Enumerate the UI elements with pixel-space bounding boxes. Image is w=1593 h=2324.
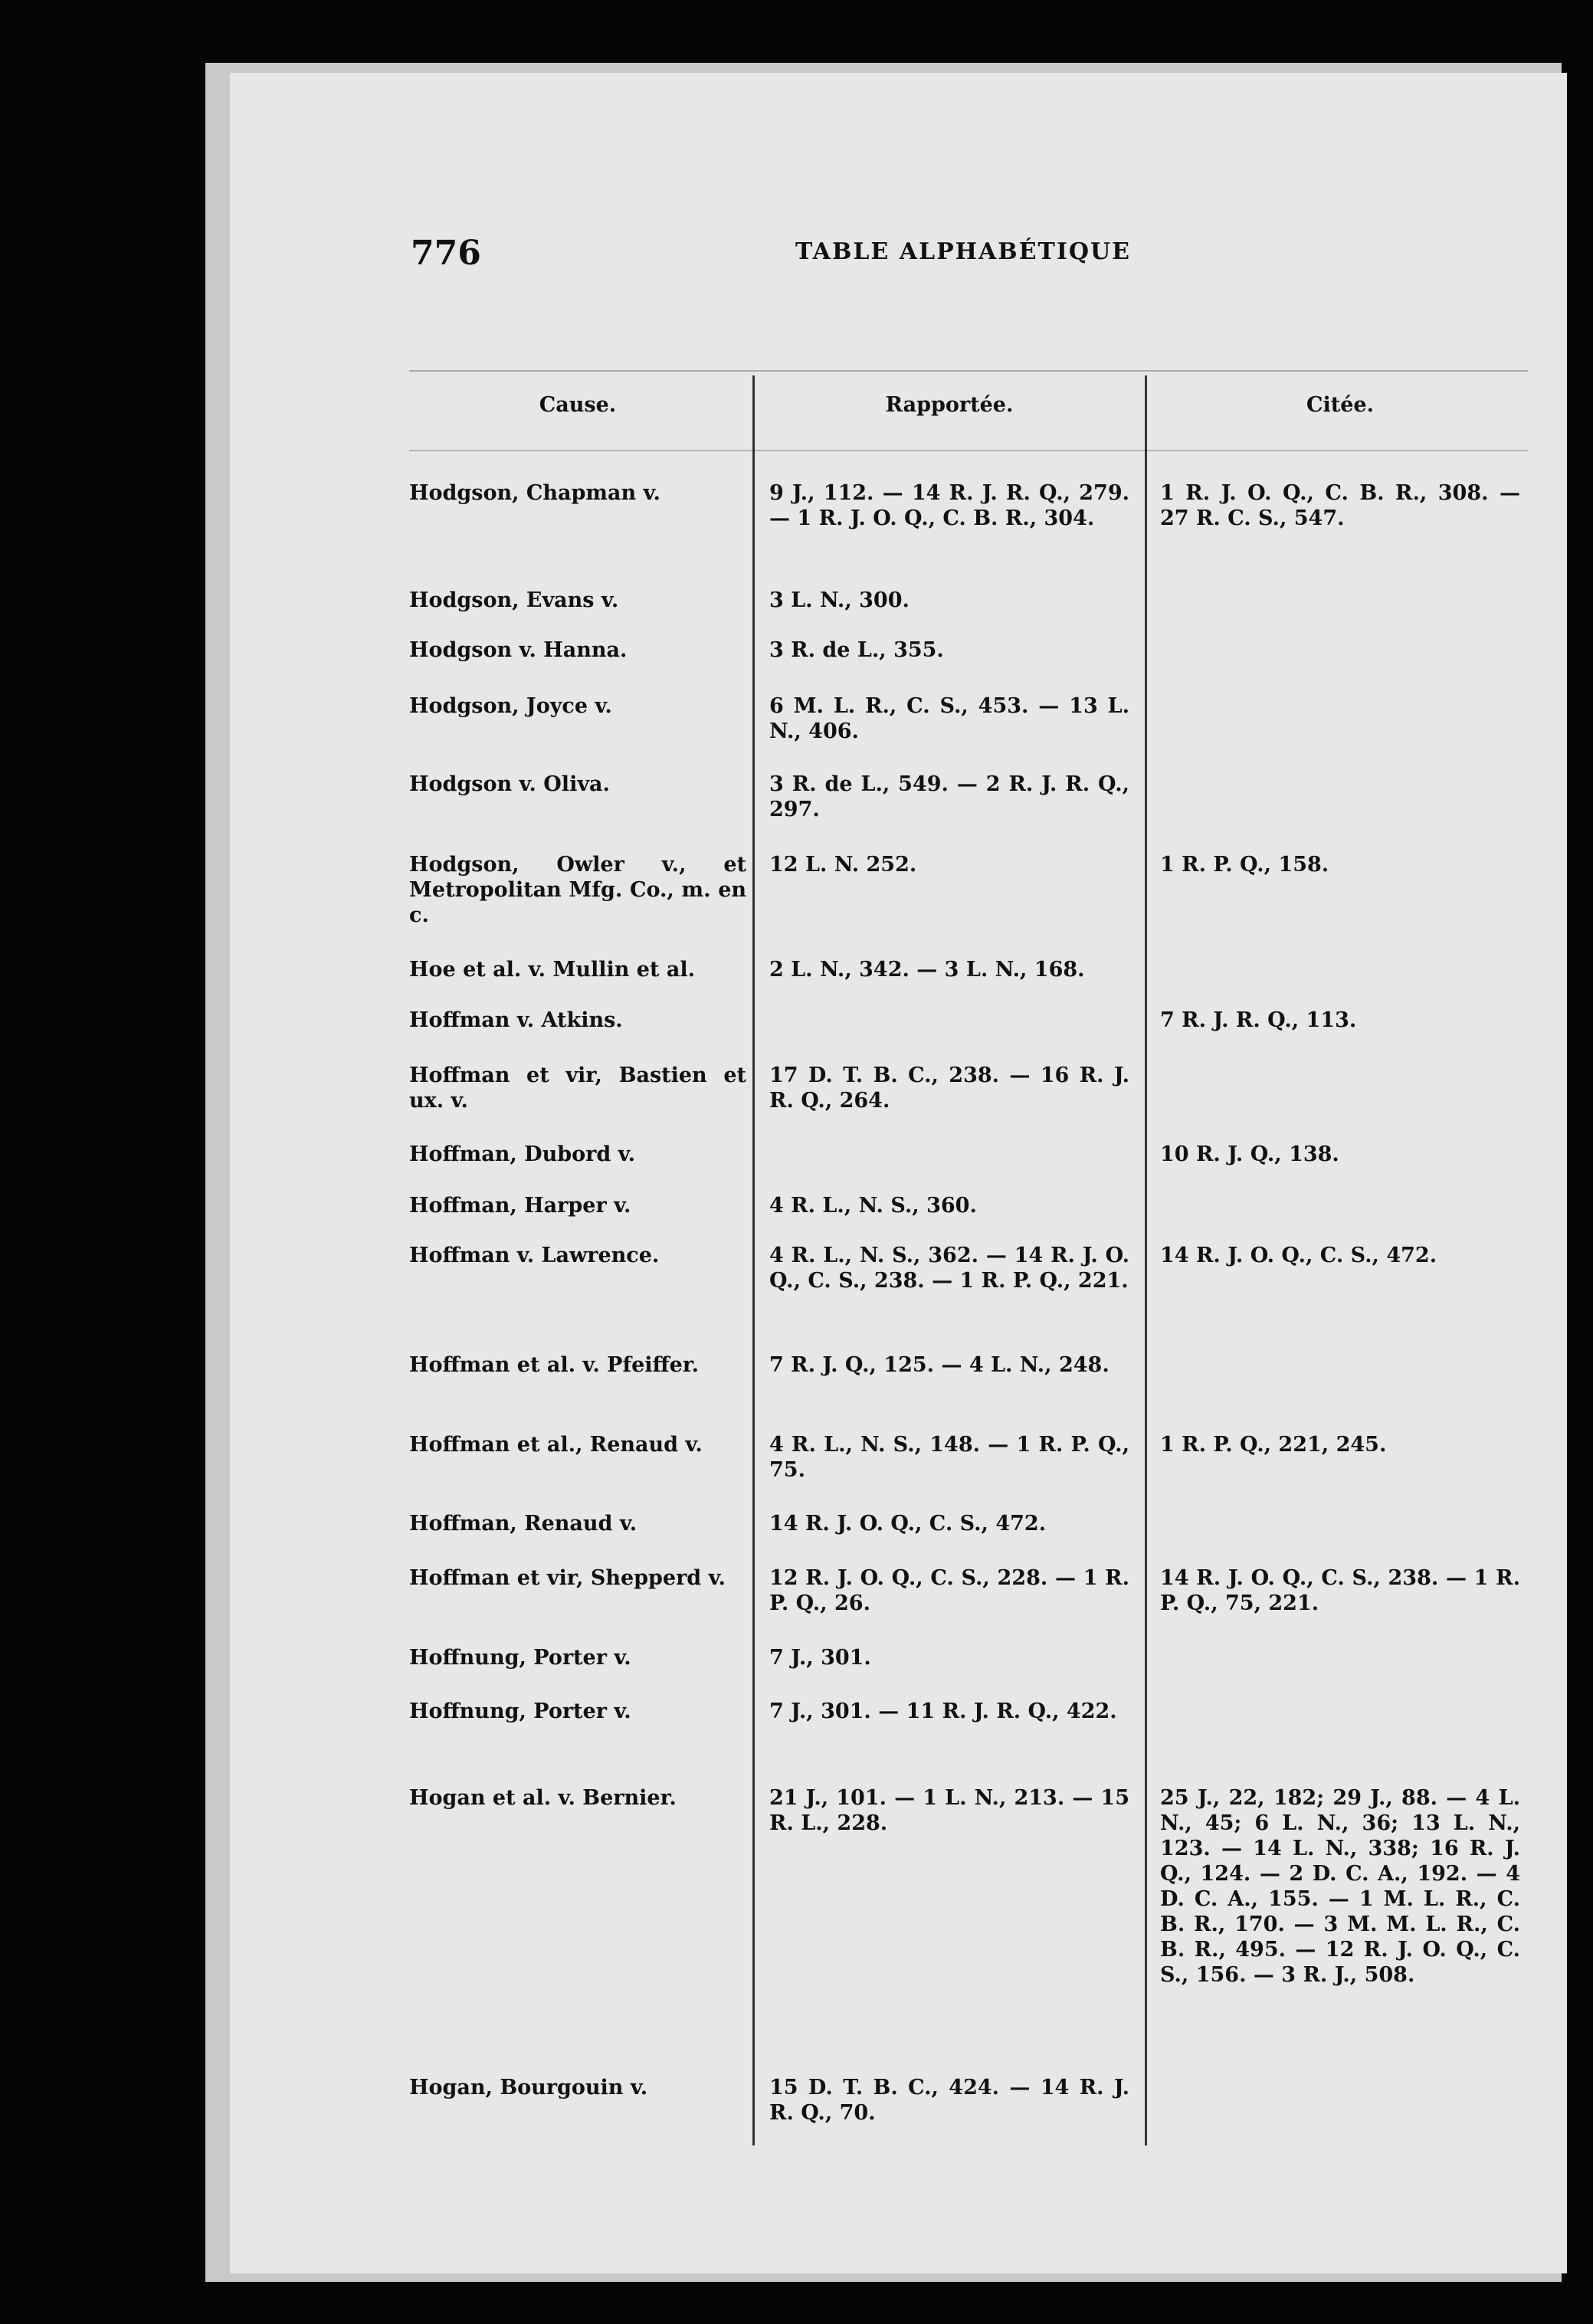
rapportee-cell: 17 D. T. B. C., 238. — 16 R. J. R. Q., 264. (769, 1064, 1129, 1113)
citee-cell: 1 R. P. Q., 221, 245. (1160, 1433, 1387, 1457)
rapportee-cell: 9 J., 112. — 14 R. J. R. Q., 279. — 1 R. J. O. Q., C. B. R., 304. (769, 481, 1129, 530)
cause-cell: Hoe et al. v. Mullin et al. (409, 958, 695, 982)
cause-cell: Hoffman et vir, Shepperd v. (409, 1566, 726, 1590)
rapportee-cell: 2 L. N., 342. — 3 L. N., 168. (769, 958, 1085, 982)
citee-cell: 1 R. P. Q., 158. (1160, 853, 1329, 877)
cause-cell: Hoffman, Renaud v. (409, 1512, 638, 1536)
citee-cell: 25 J., 22, 182; 29 J., 88. — 4 L. N., 45; 6 L. N., 36; 13 L. N., 123. — 14 L. N., 338; 16 R. J. Q., 124. — 2 D. C. A., 192. — 4 D. C. A., 155. — 1 M. L. R., C. B. R., 170. — 3 M. M. L. R., C. B. R., 495. — 12 R. J. O. Q., C. S., 156. — 3 R. J., 508. (1160, 1786, 1520, 1987)
citee-cell: 7 R. J. R. Q., 113. (1160, 1008, 1357, 1032)
cause-cell: Hodgson, Evans v. (409, 588, 619, 612)
rapportee-cell: 14 R. J. O. Q., C. S., 472. (769, 1512, 1047, 1536)
cause-cell: Hodgson v. Hanna. (409, 638, 628, 662)
cause-cell: Hoffman et al., Renaud v. (409, 1433, 703, 1457)
column-header-rapportee: Rapportée. (885, 393, 1014, 417)
case-table (409, 303, 1528, 2172)
header-rule (409, 450, 1528, 451)
page-number: 776 (411, 234, 481, 273)
column-header-citee: Citée. (1306, 393, 1374, 417)
cause-cell: Hodgson, Owler v., et Metropolitan Mfg. Co., m. en c. (409, 853, 746, 927)
cause-cell: Hoffman et vir, Bastien et ux. v. (409, 1064, 746, 1113)
rapportee-cell: 7 R. J. Q., 125. — 4 L. N., 248. (769, 1353, 1110, 1377)
column-header-cause: Cause. (539, 393, 617, 417)
cause-cell: Hoffnung, Porter v. (409, 1646, 631, 1670)
rapportee-cell: 3 R. de L., 549. — 2 R. J. R. Q., 297. (769, 772, 1129, 821)
cause-cell: Hogan, Bourgouin v. (409, 2076, 648, 2099)
cause-cell: Hoffnung, Porter v. (409, 1700, 631, 1723)
cause-cell: Hoffman, Harper v. (409, 1194, 631, 1218)
cause-cell: Hoffman v. Lawrence. (409, 1244, 660, 1267)
rapportee-cell: 4 R. L., N. S., 360. (769, 1194, 977, 1218)
table-top-rule (409, 370, 1528, 372)
rapportee-cell: 7 J., 301. — 11 R. J. R. Q., 422. (769, 1700, 1117, 1723)
column-divider-1 (752, 375, 755, 2145)
cause-cell: Hoffman, Dubord v. (409, 1142, 635, 1166)
cause-cell: Hodgson v. Oliva. (409, 772, 610, 796)
column-divider-2 (1145, 375, 1147, 2145)
citee-cell: 1 R. J. O. Q., C. B. R., 308. — 27 R. C. S., 547. (1160, 481, 1520, 530)
rapportee-cell: 4 R. L., N. S., 362. — 14 R. J. O. Q., C. S., 238. — 1 R. P. Q., 221. (769, 1244, 1129, 1293)
cause-cell: Hogan et al. v. Bernier. (409, 1786, 677, 1810)
rapportee-cell: 7 J., 301. (769, 1646, 871, 1670)
citee-cell: 14 R. J. O. Q., C. S., 238. — 1 R. P. Q., 75, 221. (1160, 1566, 1520, 1615)
rapportee-cell: 3 L. N., 300. (769, 588, 910, 612)
cause-cell: Hodgson, Chapman v. (409, 481, 660, 505)
citee-cell: 10 R. J. Q., 138. (1160, 1142, 1339, 1166)
rapportee-cell: 12 R. J. O. Q., C. S., 228. — 1 R. P. Q., 26. (769, 1566, 1129, 1615)
rapportee-cell: 3 R. de L., 355. (769, 638, 944, 662)
rapportee-cell: 4 R. L., N. S., 148. — 1 R. P. Q., 75. (769, 1433, 1129, 1482)
book-page (230, 73, 1567, 2273)
rapportee-cell: 21 J., 101. — 1 L. N., 213. — 15 R. L., 228. (769, 1786, 1129, 1835)
cause-cell: Hoffman et al. v. Pfeiffer. (409, 1353, 699, 1377)
rapportee-cell: 12 L. N. 252. (769, 853, 917, 877)
rapportee-cell: 15 D. T. B. C., 424. — 14 R. J. R. Q., 70. (769, 2076, 1129, 2125)
running-title: TABLE ALPHABÉTIQUE (795, 238, 1132, 265)
cause-cell: Hoffman v. Atkins. (409, 1008, 623, 1032)
rapportee-cell: 6 M. L. R., C. S., 453. — 13 L. N., 406. (769, 694, 1129, 743)
cause-cell: Hodgson, Joyce v. (409, 694, 612, 718)
citee-cell: 14 R. J. O. Q., C. S., 472. (1160, 1244, 1437, 1267)
